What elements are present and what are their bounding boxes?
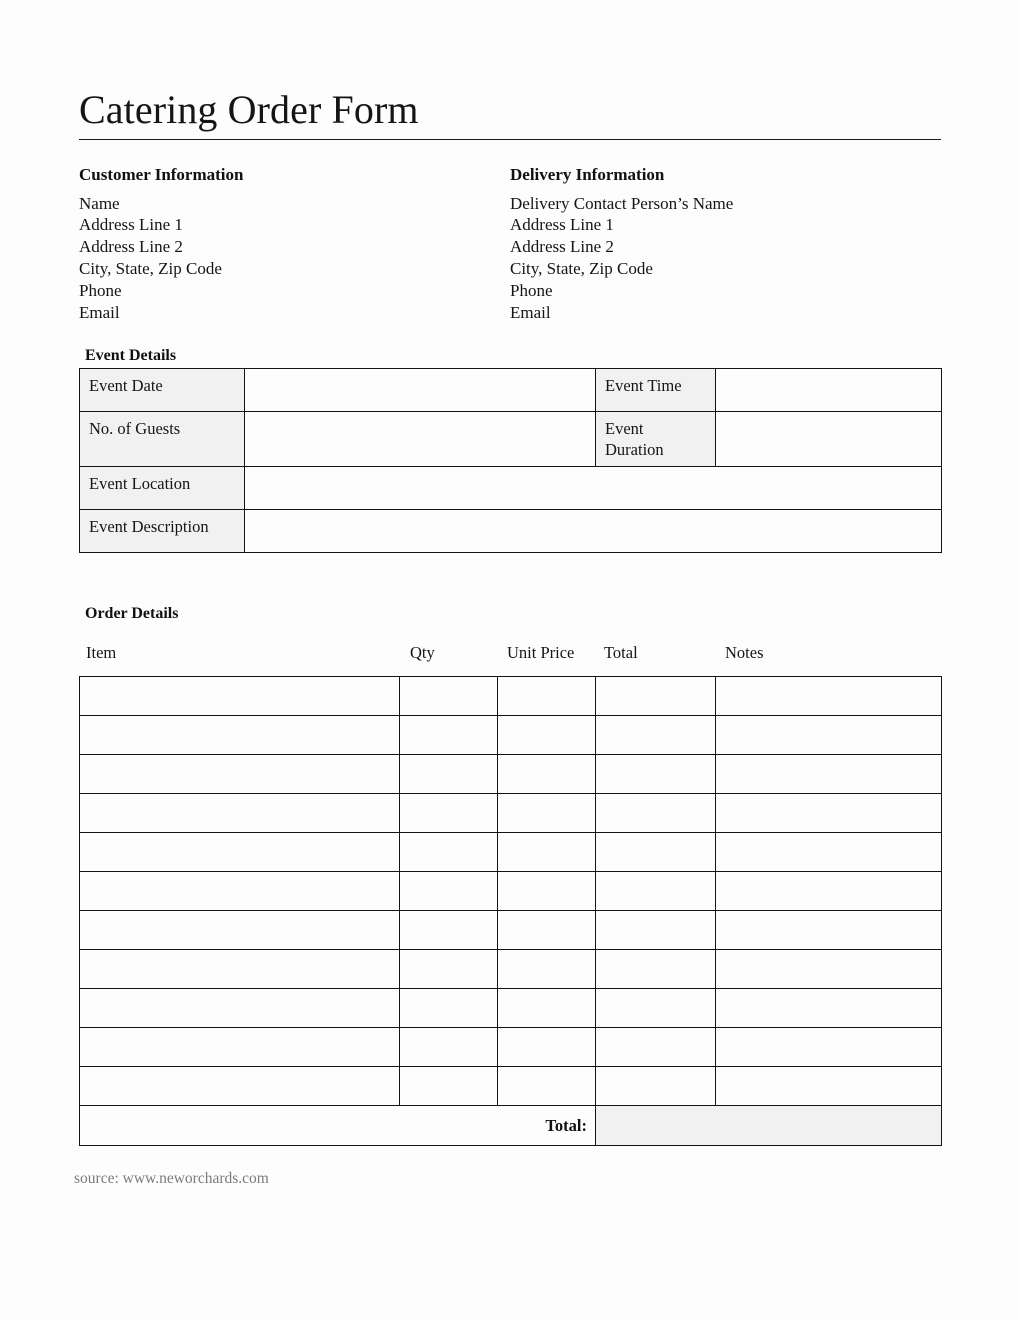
event-date-time-row <box>80 369 942 412</box>
customer-phone-label: Phone <box>79 280 122 300</box>
event-details-table <box>79 368 942 553</box>
table-row <box>80 716 942 755</box>
order-qty-cell[interactable] <box>400 833 498 872</box>
order-details-heading: Order Details <box>85 605 179 622</box>
table-row <box>80 755 942 794</box>
table-row <box>80 794 942 833</box>
order-item-cell[interactable] <box>80 1028 400 1067</box>
customer-address-line-1-label: Address Line 1 <box>79 215 183 235</box>
delivery-address-line-1-label: Address Line 1 <box>510 215 614 235</box>
customer-information-block <box>79 163 510 323</box>
order-item-cell[interactable] <box>80 794 400 833</box>
no-of-guests-label: No. of Guests <box>80 412 245 467</box>
order-notes-cell[interactable] <box>716 833 942 872</box>
event-time-label: Event Time <box>596 369 716 412</box>
order-details-column-headers <box>79 643 941 667</box>
customer-email-label: Email <box>79 302 120 322</box>
order-qty-cell[interactable] <box>400 911 498 950</box>
source-note: source: www.neworchards.com <box>74 1170 269 1187</box>
event-description-label: Event Description <box>80 510 245 553</box>
order-qty-cell[interactable] <box>400 1067 498 1106</box>
order-notes-cell[interactable] <box>716 872 942 911</box>
order-unit-cell[interactable] <box>498 989 596 1028</box>
page-title: Catering Order Form <box>79 87 419 132</box>
customer-city-state-zip-label: City, State, Zip Code <box>79 259 222 279</box>
order-item-cell[interactable] <box>80 950 400 989</box>
order-unit-cell[interactable] <box>498 716 596 755</box>
order-notes-cell[interactable] <box>716 677 942 716</box>
table-row <box>80 950 942 989</box>
order-item-cell[interactable] <box>80 872 400 911</box>
order-total-cell[interactable] <box>596 950 716 989</box>
delivery-information-heading: Delivery Information <box>510 165 665 184</box>
order-item-cell[interactable] <box>80 833 400 872</box>
total-value-cell[interactable] <box>596 1106 942 1146</box>
event-location-row <box>80 467 942 510</box>
order-unit-cell[interactable] <box>498 872 596 911</box>
order-total-cell[interactable] <box>596 716 716 755</box>
order-qty-cell[interactable] <box>400 716 498 755</box>
delivery-city-state-zip-label: City, State, Zip Code <box>510 259 653 279</box>
event-time-input[interactable] <box>716 369 942 412</box>
event-details-heading: Event Details <box>85 347 177 364</box>
order-unit-cell[interactable] <box>498 911 596 950</box>
document-header <box>79 88 941 140</box>
order-item-cell[interactable] <box>80 911 400 950</box>
customer-name-label: Name <box>79 193 120 213</box>
order-total-cell[interactable] <box>596 794 716 833</box>
event-date-label: Event Date <box>80 369 245 412</box>
order-total-cell[interactable] <box>596 911 716 950</box>
delivery-contact-name-label: Delivery Contact Person’s Name <box>510 193 734 213</box>
order-unit-cell[interactable] <box>498 1028 596 1067</box>
delivery-information-block <box>510 163 941 323</box>
order-total-cell[interactable] <box>596 872 716 911</box>
order-item-cell[interactable] <box>80 1067 400 1106</box>
order-total-cell[interactable] <box>596 833 716 872</box>
order-unit-cell[interactable] <box>498 677 596 716</box>
order-notes-cell[interactable] <box>716 1028 942 1067</box>
order-total-cell[interactable] <box>596 1067 716 1106</box>
order-notes-cell[interactable] <box>716 716 942 755</box>
order-unit-cell[interactable] <box>498 950 596 989</box>
order-notes-cell[interactable] <box>716 1067 942 1106</box>
order-notes-cell[interactable] <box>716 950 942 989</box>
event-location-label: Event Location <box>80 467 245 510</box>
event-description-row <box>80 510 942 553</box>
order-qty-cell[interactable] <box>400 794 498 833</box>
delivery-email-label: Email <box>510 302 551 322</box>
order-unit-cell[interactable] <box>498 755 596 794</box>
no-of-guests-input[interactable] <box>245 412 596 467</box>
order-total-row <box>80 1106 942 1146</box>
table-row <box>80 1028 942 1067</box>
event-description-input[interactable] <box>245 510 942 553</box>
column-header-notes: Notes <box>725 643 764 662</box>
column-header-total: Total <box>604 643 638 662</box>
event-duration-label: Event Duration <box>596 412 716 467</box>
column-header-item: Item <box>86 643 117 662</box>
order-qty-cell[interactable] <box>400 755 498 794</box>
delivery-address-line-2-label: Address Line 2 <box>510 237 614 257</box>
order-total-cell[interactable] <box>596 1028 716 1067</box>
event-duration-input[interactable] <box>716 412 942 467</box>
order-qty-cell[interactable] <box>400 677 498 716</box>
order-item-cell[interactable] <box>80 755 400 794</box>
order-total-cell[interactable] <box>596 755 716 794</box>
event-date-input[interactable] <box>245 369 596 412</box>
delivery-phone-label: Phone <box>510 280 553 300</box>
order-notes-cell[interactable] <box>716 794 942 833</box>
order-item-cell[interactable] <box>80 677 400 716</box>
column-header-qty: Qty <box>410 643 435 662</box>
order-unit-cell[interactable] <box>498 794 596 833</box>
order-qty-cell[interactable] <box>400 872 498 911</box>
title-divider <box>79 139 941 140</box>
table-row <box>80 872 942 911</box>
order-qty-cell[interactable] <box>400 989 498 1028</box>
guests-duration-row <box>80 412 942 467</box>
table-row <box>80 833 942 872</box>
table-row <box>80 911 942 950</box>
customer-address-line-2-label: Address Line 2 <box>79 237 183 257</box>
table-row <box>80 1067 942 1106</box>
order-notes-cell[interactable] <box>716 755 942 794</box>
table-row <box>80 989 942 1028</box>
order-unit-cell[interactable] <box>498 833 596 872</box>
order-unit-cell[interactable] <box>498 1067 596 1106</box>
order-qty-cell[interactable] <box>400 1028 498 1067</box>
column-header-unit-price: Unit Price <box>507 643 575 662</box>
order-item-cell[interactable] <box>80 716 400 755</box>
order-details-table <box>79 676 942 1146</box>
order-qty-cell[interactable] <box>400 950 498 989</box>
event-location-input[interactable] <box>245 467 942 510</box>
order-total-cell[interactable] <box>596 677 716 716</box>
order-total-cell[interactable] <box>596 989 716 1028</box>
order-notes-cell[interactable] <box>716 989 942 1028</box>
order-notes-cell[interactable] <box>716 911 942 950</box>
total-label: Total: <box>80 1106 596 1146</box>
contact-information-row <box>79 163 941 323</box>
customer-information-heading: Customer Information <box>79 165 244 184</box>
table-row <box>80 677 942 716</box>
order-item-cell[interactable] <box>80 989 400 1028</box>
